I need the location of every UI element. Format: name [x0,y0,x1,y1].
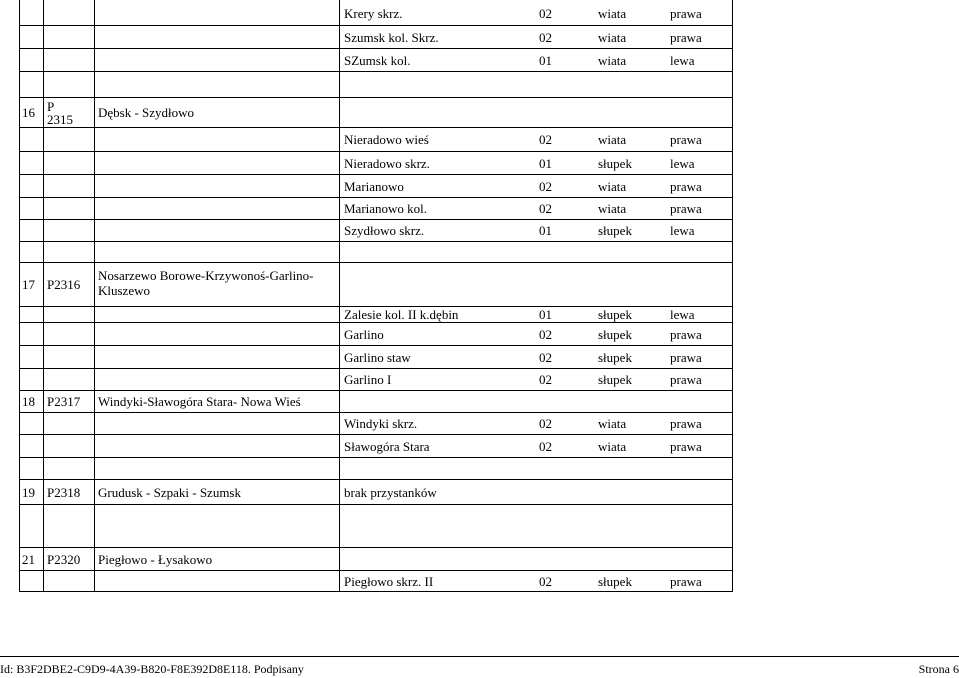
stop-count: 02 [539,179,552,194]
table-column-border [43,0,44,591]
road-name: Dębsk - Szydłowo [98,105,195,120]
stop-name: Zalesie kol. II k.dębin [344,307,459,322]
stop-type: wiata [598,201,627,216]
stop-side: prawa [670,574,702,589]
row-number: 21 [22,552,35,567]
stop-side: prawa [670,179,702,194]
table-row-border [19,262,733,263]
road-number: P2318 [47,485,81,500]
table-row-border [19,434,733,435]
table-row-border [19,345,733,346]
stop-name: Szumsk kol. Skrz. [344,30,439,45]
stop-name: Marianowo kol. [344,201,428,216]
table-row-border [19,547,733,548]
stop-name: Garlino I [344,372,392,387]
table-row-border [19,48,733,49]
road-name: Grudusk - Szpaki - Szumsk [98,485,241,500]
stop-count: 02 [539,201,552,216]
stop-name: Garlino [344,327,384,342]
stop-side: lewa [670,53,695,68]
stop-count: 02 [539,132,552,147]
stop-type: słupek [598,223,632,238]
table-column-border [19,0,20,591]
stop-side: prawa [670,350,702,365]
stop-type: wiata [598,132,627,147]
stop-count: 02 [539,574,552,589]
table-row-border [19,151,733,152]
table-row-border [19,25,733,26]
stop-name: brak przystanków [344,485,437,500]
stop-name: Nieradowo skrz. [344,156,430,171]
road-name: Nosarzewo Borowe-Krzywonoś-Garlino-Kluszewo [98,268,314,298]
page-number: Strona 6 [918,662,959,676]
table-row-border [19,591,733,592]
stop-type: wiata [598,30,627,45]
stop-side: prawa [670,327,702,342]
table-row-border [19,368,733,369]
table-row-border [19,504,733,505]
page-footer [0,656,959,678]
stop-count: 02 [539,6,552,21]
stop-count: 02 [539,327,552,342]
row-number: 19 [22,485,35,500]
table-row-border [19,127,733,128]
road-name: Piegłowo - Łysakowo [98,552,213,567]
stop-side: lewa [670,223,695,238]
stop-count: 01 [539,307,552,322]
table-row-border [19,570,733,571]
road-prefix: P [47,99,55,114]
stop-side: prawa [670,372,702,387]
stop-type: wiata [598,6,627,21]
stop-count: 02 [539,350,552,365]
stop-type: słupek [598,350,632,365]
table-row-border [19,97,733,98]
stop-type: słupek [598,307,632,322]
stop-type: słupek [598,372,632,387]
stop-name: Piegłowo skrz. II [344,574,434,589]
road-number: P2317 [47,394,81,409]
stop-side: prawa [670,201,702,216]
stop-side: lewa [670,156,695,171]
document-id: Id: B3F2DBE2-C9D9-4A39-B820-F8E392D8E118. Podpisany [0,662,304,676]
stop-name: Windyki skrz. [344,416,418,431]
stop-type: słupek [598,156,632,171]
table-row-border [19,197,733,198]
stop-count: 01 [539,53,552,68]
stop-count: 02 [539,30,552,45]
road-number: 2315 [47,112,73,127]
table-column-border [94,0,95,591]
table-row-border [19,322,733,323]
table-row-border [19,241,733,242]
stop-name: Krery skrz. [344,6,403,21]
table-column-border [732,0,733,591]
stop-type: wiata [598,179,627,194]
stop-side: prawa [670,6,702,21]
stop-side: prawa [670,416,702,431]
stop-count: 02 [539,439,552,454]
road-number: P2316 [47,277,81,292]
stop-name: Szydłowo skrz. [344,223,425,238]
table-row-border [19,174,733,175]
stop-name: Marianowo [344,179,404,194]
stop-count: 01 [539,223,552,238]
stop-count: 02 [539,372,552,387]
table-column-border [339,0,340,591]
stop-name: Sławogóra Stara [344,439,430,454]
row-number: 17 [22,277,35,292]
row-number: 16 [22,105,35,120]
table-row-border [19,457,733,458]
stop-side: prawa [670,439,702,454]
table-row-border [19,219,733,220]
stop-name: Nieradowo wieś [344,132,429,147]
stop-count: 02 [539,416,552,431]
row-number: 18 [22,394,35,409]
stop-type: wiata [598,416,627,431]
stop-side: lewa [670,307,695,322]
road-name: Windyki-Sławogóra Stara- Nowa Wieś [98,394,301,409]
stop-type: słupek [598,574,632,589]
table-row-border [19,71,733,72]
stop-side: prawa [670,30,702,45]
stop-type: wiata [598,439,627,454]
footer-rule [0,656,959,657]
table-row-border [19,479,733,480]
stop-side: prawa [670,132,702,147]
road-number: P2320 [47,552,81,567]
table-row-border [19,390,733,391]
table-row-border [19,412,733,413]
stop-type: słupek [598,327,632,342]
stop-count: 01 [539,156,552,171]
stop-name: Garlino staw [344,350,411,365]
stop-type: wiata [598,53,627,68]
stop-name: SZumsk kol. [344,53,411,68]
